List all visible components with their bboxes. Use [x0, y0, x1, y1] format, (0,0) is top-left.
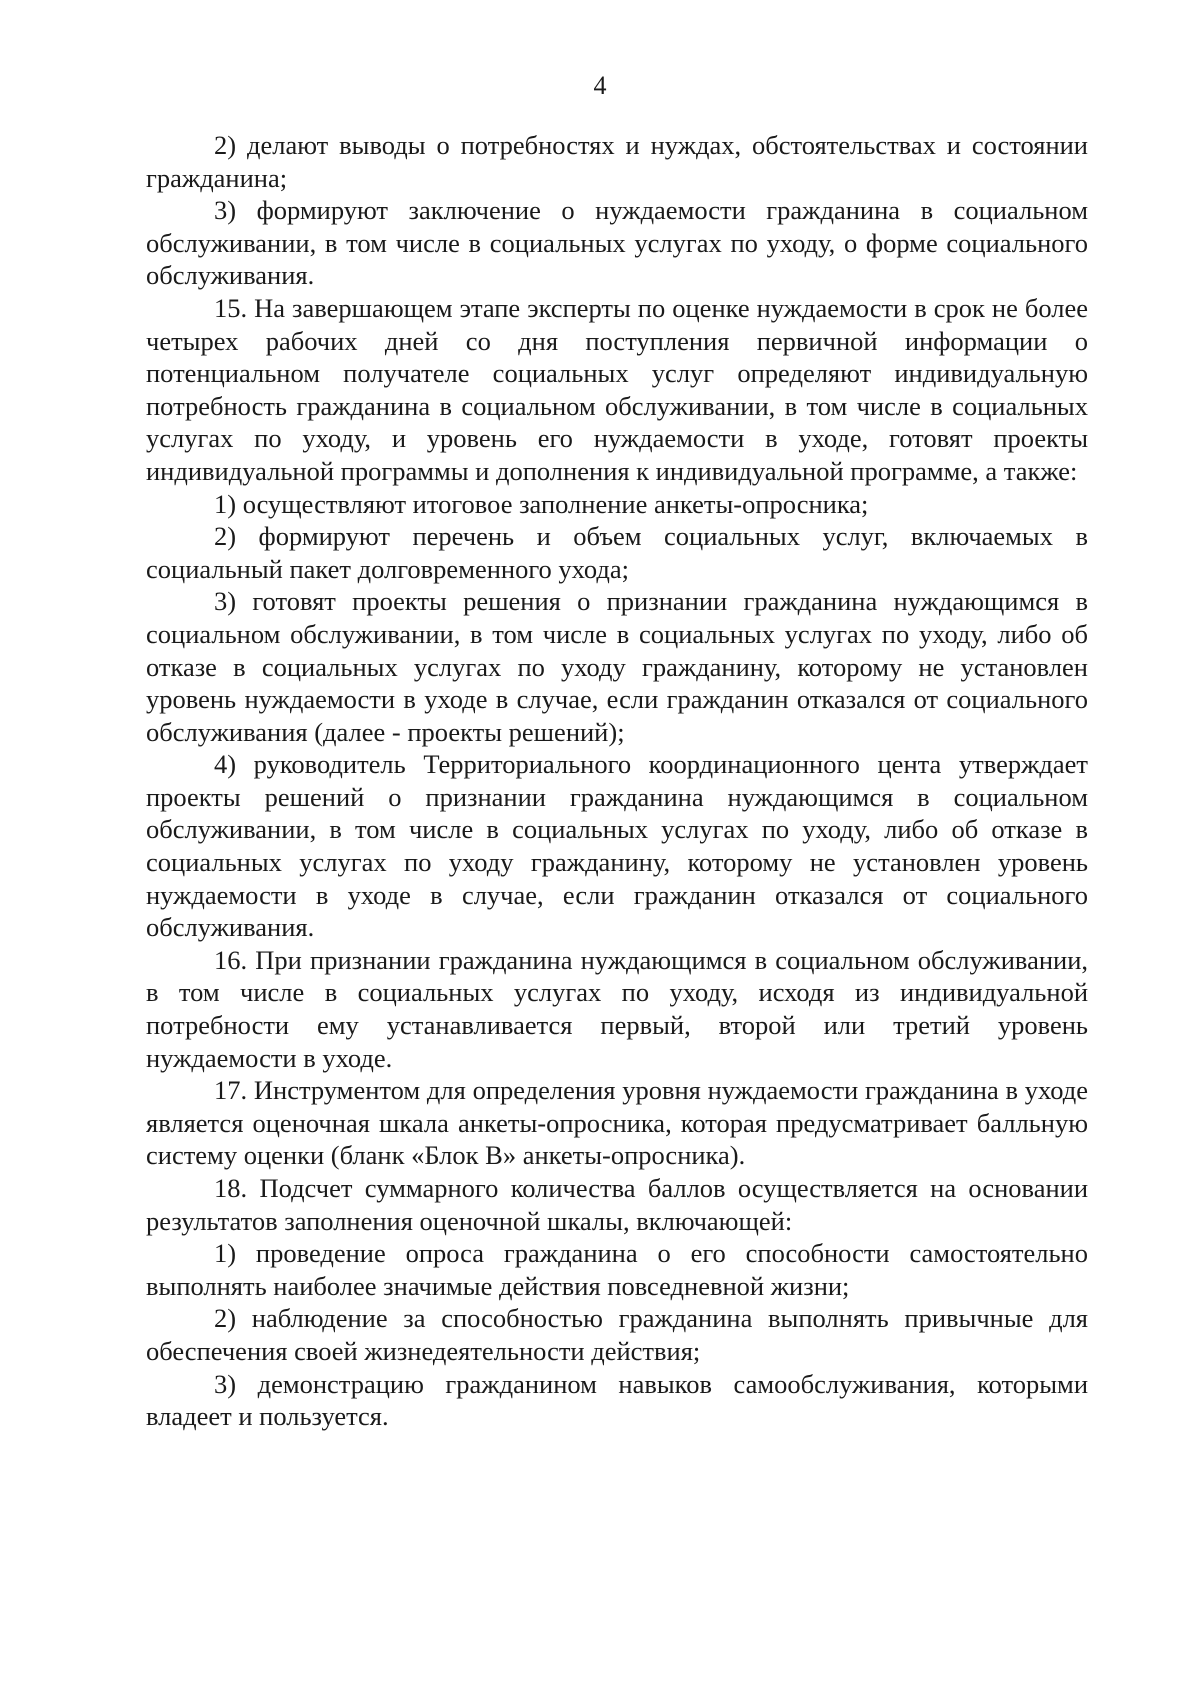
paragraph-section-16: 16. При признании гражданина нуждающимся в социальном обслуживании, в том числе в социальных услугах по уходу, исходя из индивидуальной потребности ему устанавливается первый, второй или третий уровень нуждаемости в уходе. [146, 944, 1088, 1073]
paragraph-18-item-3: 3) демонстрацию гражданином навыков самообслуживания, которыми владеет и пользуется. [146, 1368, 1088, 1432]
paragraph-15-item-4: 4) руководитель Территориального координационного цента утверждает проекты решений о признании гражданина нуждающимся в социальном обслуживании, в том числе в социальных услугах по уходу, либо об отказе в социальных услугах по уходу гражданину, которому не установлен уровень нуждаемости в уходе в случае, если гражданин отказался от социального обслуживания. [146, 749, 1088, 943]
paragraph-section-15: 15. На завершающем этапе эксперты по оценке нуждаемости в срок не более четырех рабочих дней со дня поступления первичной информации о потенциальном получателе социальных услуг определяют индивидуальную потребность гражданина в социальном обслуживании, в том числе в социальных услугах по уходу, и уровень его нуждаемости в уходе, готовят проекты индивидуальной программы и дополнения к индивидуальной программе, а также: [146, 292, 1088, 486]
paragraph-item-2-conclusions: 2) делают выводы о потребностях и нуждах, обстоятельствах и состоянии гражданина; [146, 130, 1088, 193]
paragraph-15-item-1: 1) осуществляют итоговое заполнение анкеты-опросника; [214, 488, 869, 519]
page-number: 4 [593, 71, 607, 100]
paragraph-section-18: 18. Подсчет суммарного количества баллов осуществляется на основании результатов заполнения оценочной шкалы, включающей: [146, 1173, 1088, 1236]
paragraph-item-3-need-conclusion: 3) формируют заключение о нуждаемости гражданина в социальном обслуживании, в том числе в социальных услугах по уходу, о форме социального обслуживания. [146, 195, 1088, 291]
paragraph-section-17: 17. Инструментом для определения уровня нуждаемости гражданина в уходе является оценочная шкала анкеты-опросника, которая предусматривает балльную систему оценки (бланк «Блок В» анкеты-опросника). [146, 1075, 1088, 1171]
document-body [146, 129, 1088, 1433]
paragraph-15-item-2: 2) формируют перечень и объем социальных услуг, включаемых в социальный пакет долговременного ухода; [146, 521, 1088, 584]
paragraph-18-item-2: 2) наблюдение за способностью гражданина выполнять привычные для обеспечения своей жизнедеятельности действия; [146, 1303, 1088, 1366]
paragraph-18-item-1: 1) проведение опроса гражданина о его способности самостоятельно выполнять наиболее значимые действия повседневной жизни; [146, 1238, 1088, 1301]
paragraph-15-item-3: 3) готовят проекты решения о признании гражданина нуждающимся в социальном обслуживании, в том числе в социальных услугах по уходу, либо об отказе в социальных услугах по уходу гражданину, которому не установлен уровень нуждаемости в уходе в случае, если гражданин отказался от социального обслуживания (далее - проекты решений); [146, 586, 1088, 747]
